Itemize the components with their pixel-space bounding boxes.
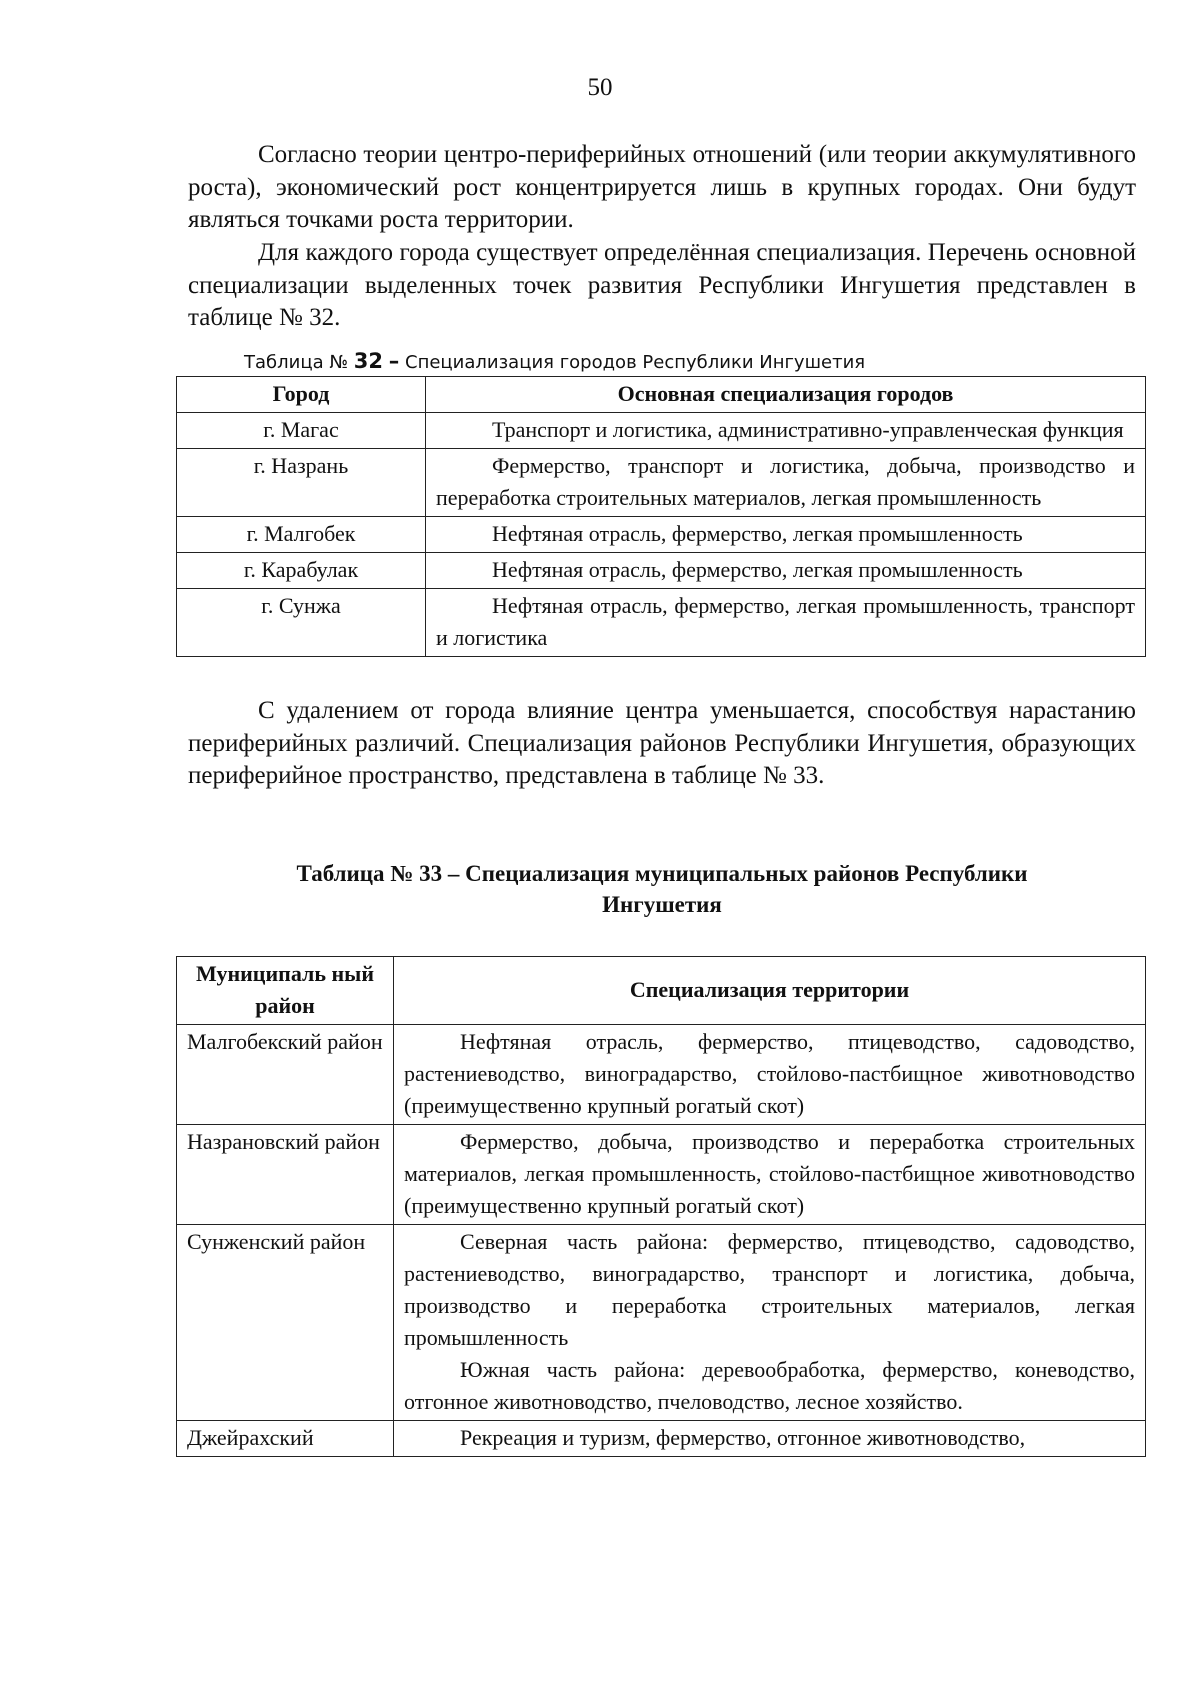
caption-line-1: Таблица № 33 – Специализация муниципальных районов Республики xyxy=(296,861,1028,886)
table-row xyxy=(177,517,1146,553)
specialization-cell xyxy=(426,413,1146,449)
table-row xyxy=(177,589,1146,657)
specialization-text-north: Северная часть района: фермерство, птицеводство, садоводство, растениеводство, виноградарство, транспорт и логистика, добыча, производство и переработка строительных материалов, легкая промышленность xyxy=(404,1229,1135,1350)
table-row xyxy=(177,1225,1146,1421)
district-cell: Сунженский район xyxy=(177,1225,394,1421)
caption-prefix: Таблица № xyxy=(244,352,349,373)
header-city: Город xyxy=(177,377,426,413)
header-territory-specialization: Специализация территории xyxy=(394,957,1146,1025)
cities-specialization-table xyxy=(176,376,1146,657)
table-row xyxy=(177,1025,1146,1125)
specialization-text: Нефтяная отрасль, фермерство, птицеводство, садоводство, растениеводство, виноградарство, стойлово-пастбищное животноводство (преимущественно крупный рогатый скот) xyxy=(404,1029,1135,1118)
city-cell: г. Малгобек xyxy=(177,517,426,553)
specialization-text: Фермерство, транспорт и логистика, добыча, производство и переработка строительных материалов, легкая промышленность xyxy=(436,453,1135,510)
caption-line-2: Ингушетия xyxy=(602,892,722,917)
table-row xyxy=(177,449,1146,517)
caption-dash: – xyxy=(388,349,400,373)
table-32-caption xyxy=(244,350,865,374)
header-specialization: Основная специализация городов xyxy=(426,377,1146,413)
specialization-text-south: Южная часть района: деревообработка, фермерство, коневодство, отгонное животноводство, пчеловодство, лесное хозяйство. xyxy=(404,1357,1135,1414)
specialization-text: Рекреация и туризм, фермерство, отгонное животноводство, xyxy=(460,1425,1026,1450)
table-row xyxy=(177,553,1146,589)
specialization-text: Нефтяная отрасль, фермерство, легкая промышленность xyxy=(492,557,1023,582)
specialization-cell xyxy=(426,589,1146,657)
specialization-cell xyxy=(394,1225,1146,1421)
paragraph-3: С удалением от города влияние центра уменьшается, способствуя нарастанию периферийных различий. Специализация районов Республики Ингушетия, образующих периферийное пространство, представлена в таблице № 33. xyxy=(188,697,1136,789)
city-cell: г. Назрань xyxy=(177,449,426,517)
district-cell: Назрановский район xyxy=(177,1125,394,1225)
specialization-cell xyxy=(394,1025,1146,1125)
paragraph-2: Для каждого города существует определённая специализация. Перечень основной специализации выделенных точек развития Республики Ингушетия представлен в таблице № 32. xyxy=(188,239,1136,331)
table-header-row xyxy=(177,957,1146,1025)
specialization-cell xyxy=(426,553,1146,589)
paragraph-1: Согласно теории центро-периферийных отношений (или теории аккумулятивного роста), экономический рост концентрируется лишь в крупных городах. Они будут являться точками роста территории. xyxy=(188,141,1136,233)
specialization-cell xyxy=(426,517,1146,553)
specialization-text: Нефтяная отрасль, фермерство, легкая промышленность, транспорт и логистика xyxy=(436,593,1135,650)
city-cell: г. Карабулак xyxy=(177,553,426,589)
table-row xyxy=(177,1421,1146,1457)
specialization-text: Фермерство, добыча, производство и переработка строительных материалов, легкая промышленность, стойлово-пастбищное животноводство (преимущественно крупный рогатый скот) xyxy=(404,1129,1135,1218)
specialization-text: Нефтяная отрасль, фермерство, легкая промышленность xyxy=(492,521,1023,546)
table-row xyxy=(177,1125,1146,1225)
districts-specialization-table xyxy=(176,956,1146,1457)
caption-number: 32 xyxy=(353,349,384,373)
caption-text: Специализация городов Республики Ингушетия xyxy=(405,352,866,373)
page-number: 50 xyxy=(587,74,613,101)
table-33-caption xyxy=(188,858,1136,920)
city-cell: г. Магас xyxy=(177,413,426,449)
district-cell: Джейрахский xyxy=(177,1421,394,1457)
header-district: Муниципаль ный район xyxy=(177,957,394,1025)
specialization-cell xyxy=(426,449,1146,517)
specialization-text: Транспорт и логистика, административно-управленческая функция xyxy=(492,417,1124,442)
table-row xyxy=(177,413,1146,449)
specialization-cell xyxy=(394,1421,1146,1457)
district-cell: Малгобекский район xyxy=(177,1025,394,1125)
specialization-cell xyxy=(394,1125,1146,1225)
table-header-row xyxy=(177,377,1146,413)
city-cell: г. Сунжа xyxy=(177,589,426,657)
